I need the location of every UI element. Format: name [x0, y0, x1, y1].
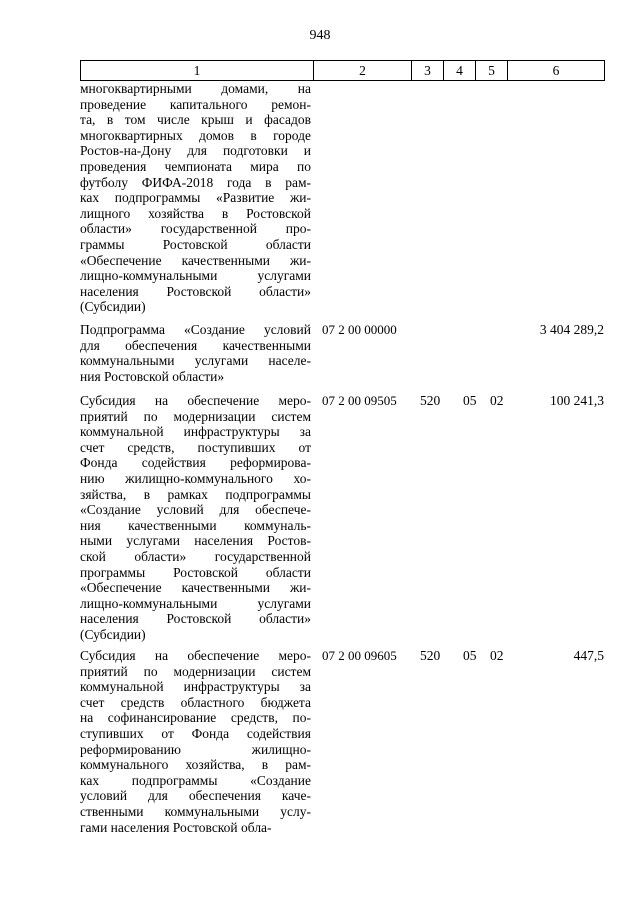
row-section: 05	[463, 393, 477, 408]
row-code: 07 2 00 09505	[322, 393, 397, 408]
row-section: 05	[463, 648, 477, 663]
page-number: 948	[309, 28, 331, 43]
description-line: счет средств областного бюджета	[80, 694, 311, 710]
description-line: ках подпрограммы «Развитие жи-	[80, 190, 311, 206]
description-line: зяйства, в рамках подпрограммы	[80, 486, 311, 502]
description-line: ской области» государственной	[80, 548, 311, 564]
description-line: коммунальной инфраструктуры за	[80, 679, 311, 695]
row-amount: 447,5	[573, 648, 604, 663]
row-code: 07 2 00 00000	[322, 322, 397, 337]
description-line: (Субсидии)	[80, 299, 146, 315]
description-line: гами населения Ростовской обла-	[80, 819, 272, 835]
column-header-3: 3	[412, 61, 444, 81]
row-subsection: 02	[490, 393, 504, 408]
description-line: приятий по модернизации систем	[80, 408, 311, 424]
description-line: программы Ростовской области	[80, 564, 311, 580]
description-line: коммунальной инфраструктуры за	[80, 424, 311, 440]
row-description	[80, 322, 311, 384]
description-line: на софинансирование средств, по-	[80, 710, 311, 726]
row-description	[80, 393, 311, 643]
row-expense-type: 520	[420, 648, 441, 663]
description-line: многоквартирными домами, на	[80, 81, 311, 96]
description-line: условий для обеспечения каче-	[80, 788, 311, 804]
description-line: та, в том числе крыш и фасадов	[80, 112, 311, 128]
description-line: Ростов-на-Дону для подготовки и	[80, 143, 311, 159]
column-header-6: 6	[508, 61, 605, 81]
description-line: «Обеспечение качественными жи-	[80, 252, 311, 268]
description-line: лищно-коммунальными услугами	[80, 595, 311, 611]
description-line: ными услугами населения Ростов-	[80, 533, 311, 549]
column-header-1: 1	[81, 61, 314, 81]
row-amount: 3 404 289,2	[539, 322, 604, 337]
description-line: ния качественными коммуналь-	[80, 517, 311, 533]
description-line: населения Ростовской области»	[80, 611, 311, 627]
row-amount: 100 241,3	[550, 393, 604, 408]
description-line: футболу ФИФА-2018 года в рам-	[80, 174, 311, 190]
description-line: ния Ростовской области»	[80, 368, 225, 384]
description-line: Субсидия на обеспечение меро-	[80, 648, 311, 663]
description-line: «Обеспечение качественными жи-	[80, 580, 311, 596]
description-line: ках подпрограммы «Создание	[80, 772, 311, 788]
description-line: лищного хозяйства в Ростовской	[80, 205, 311, 221]
column-header-2: 2	[314, 61, 412, 81]
description-line: проведение капитального ремон-	[80, 96, 311, 112]
description-line: нию жилищно-коммунального хо-	[80, 470, 311, 486]
description-line: коммунального хозяйства, в рам-	[80, 757, 311, 773]
description-line: приятий по модернизации систем	[80, 663, 311, 679]
row-subsection: 02	[490, 648, 504, 663]
column-header-5: 5	[476, 61, 508, 81]
column-header-4: 4	[444, 61, 476, 81]
description-line: лищно-коммунальными услугами	[80, 268, 311, 284]
description-line: (Субсидии)	[80, 626, 146, 642]
description-line: реформированию жилищно-	[80, 741, 311, 757]
description-line: для обеспечения качественными	[80, 337, 311, 353]
description-line: проведения чемпионата мира по	[80, 158, 311, 174]
description-line: ступивших от Фонда содействия	[80, 725, 311, 741]
description-line: «Создание условий для обеспече-	[80, 502, 311, 518]
row-description	[80, 81, 311, 315]
description-line: ственными коммунальными услу-	[80, 803, 311, 819]
description-line: многоквартирных домов в городе	[80, 127, 311, 143]
description-line: Подпрограмма «Создание условий	[80, 322, 311, 337]
description-line: коммунальными услугами населе-	[80, 353, 311, 369]
description-line: Фонда содействия реформирова-	[80, 455, 311, 471]
row-description	[80, 648, 311, 835]
description-line: Субсидия на обеспечение меро-	[80, 393, 311, 408]
description-line: области» государственной про-	[80, 221, 311, 237]
description-line: населения Ростовской области»	[80, 283, 311, 299]
description-line: граммы Ростовской области	[80, 236, 311, 252]
row-expense-type: 520	[420, 393, 441, 408]
column-header-table	[80, 60, 605, 81]
description-line: счет средств, поступивших от	[80, 439, 311, 455]
row-code: 07 2 00 09605	[322, 648, 397, 663]
